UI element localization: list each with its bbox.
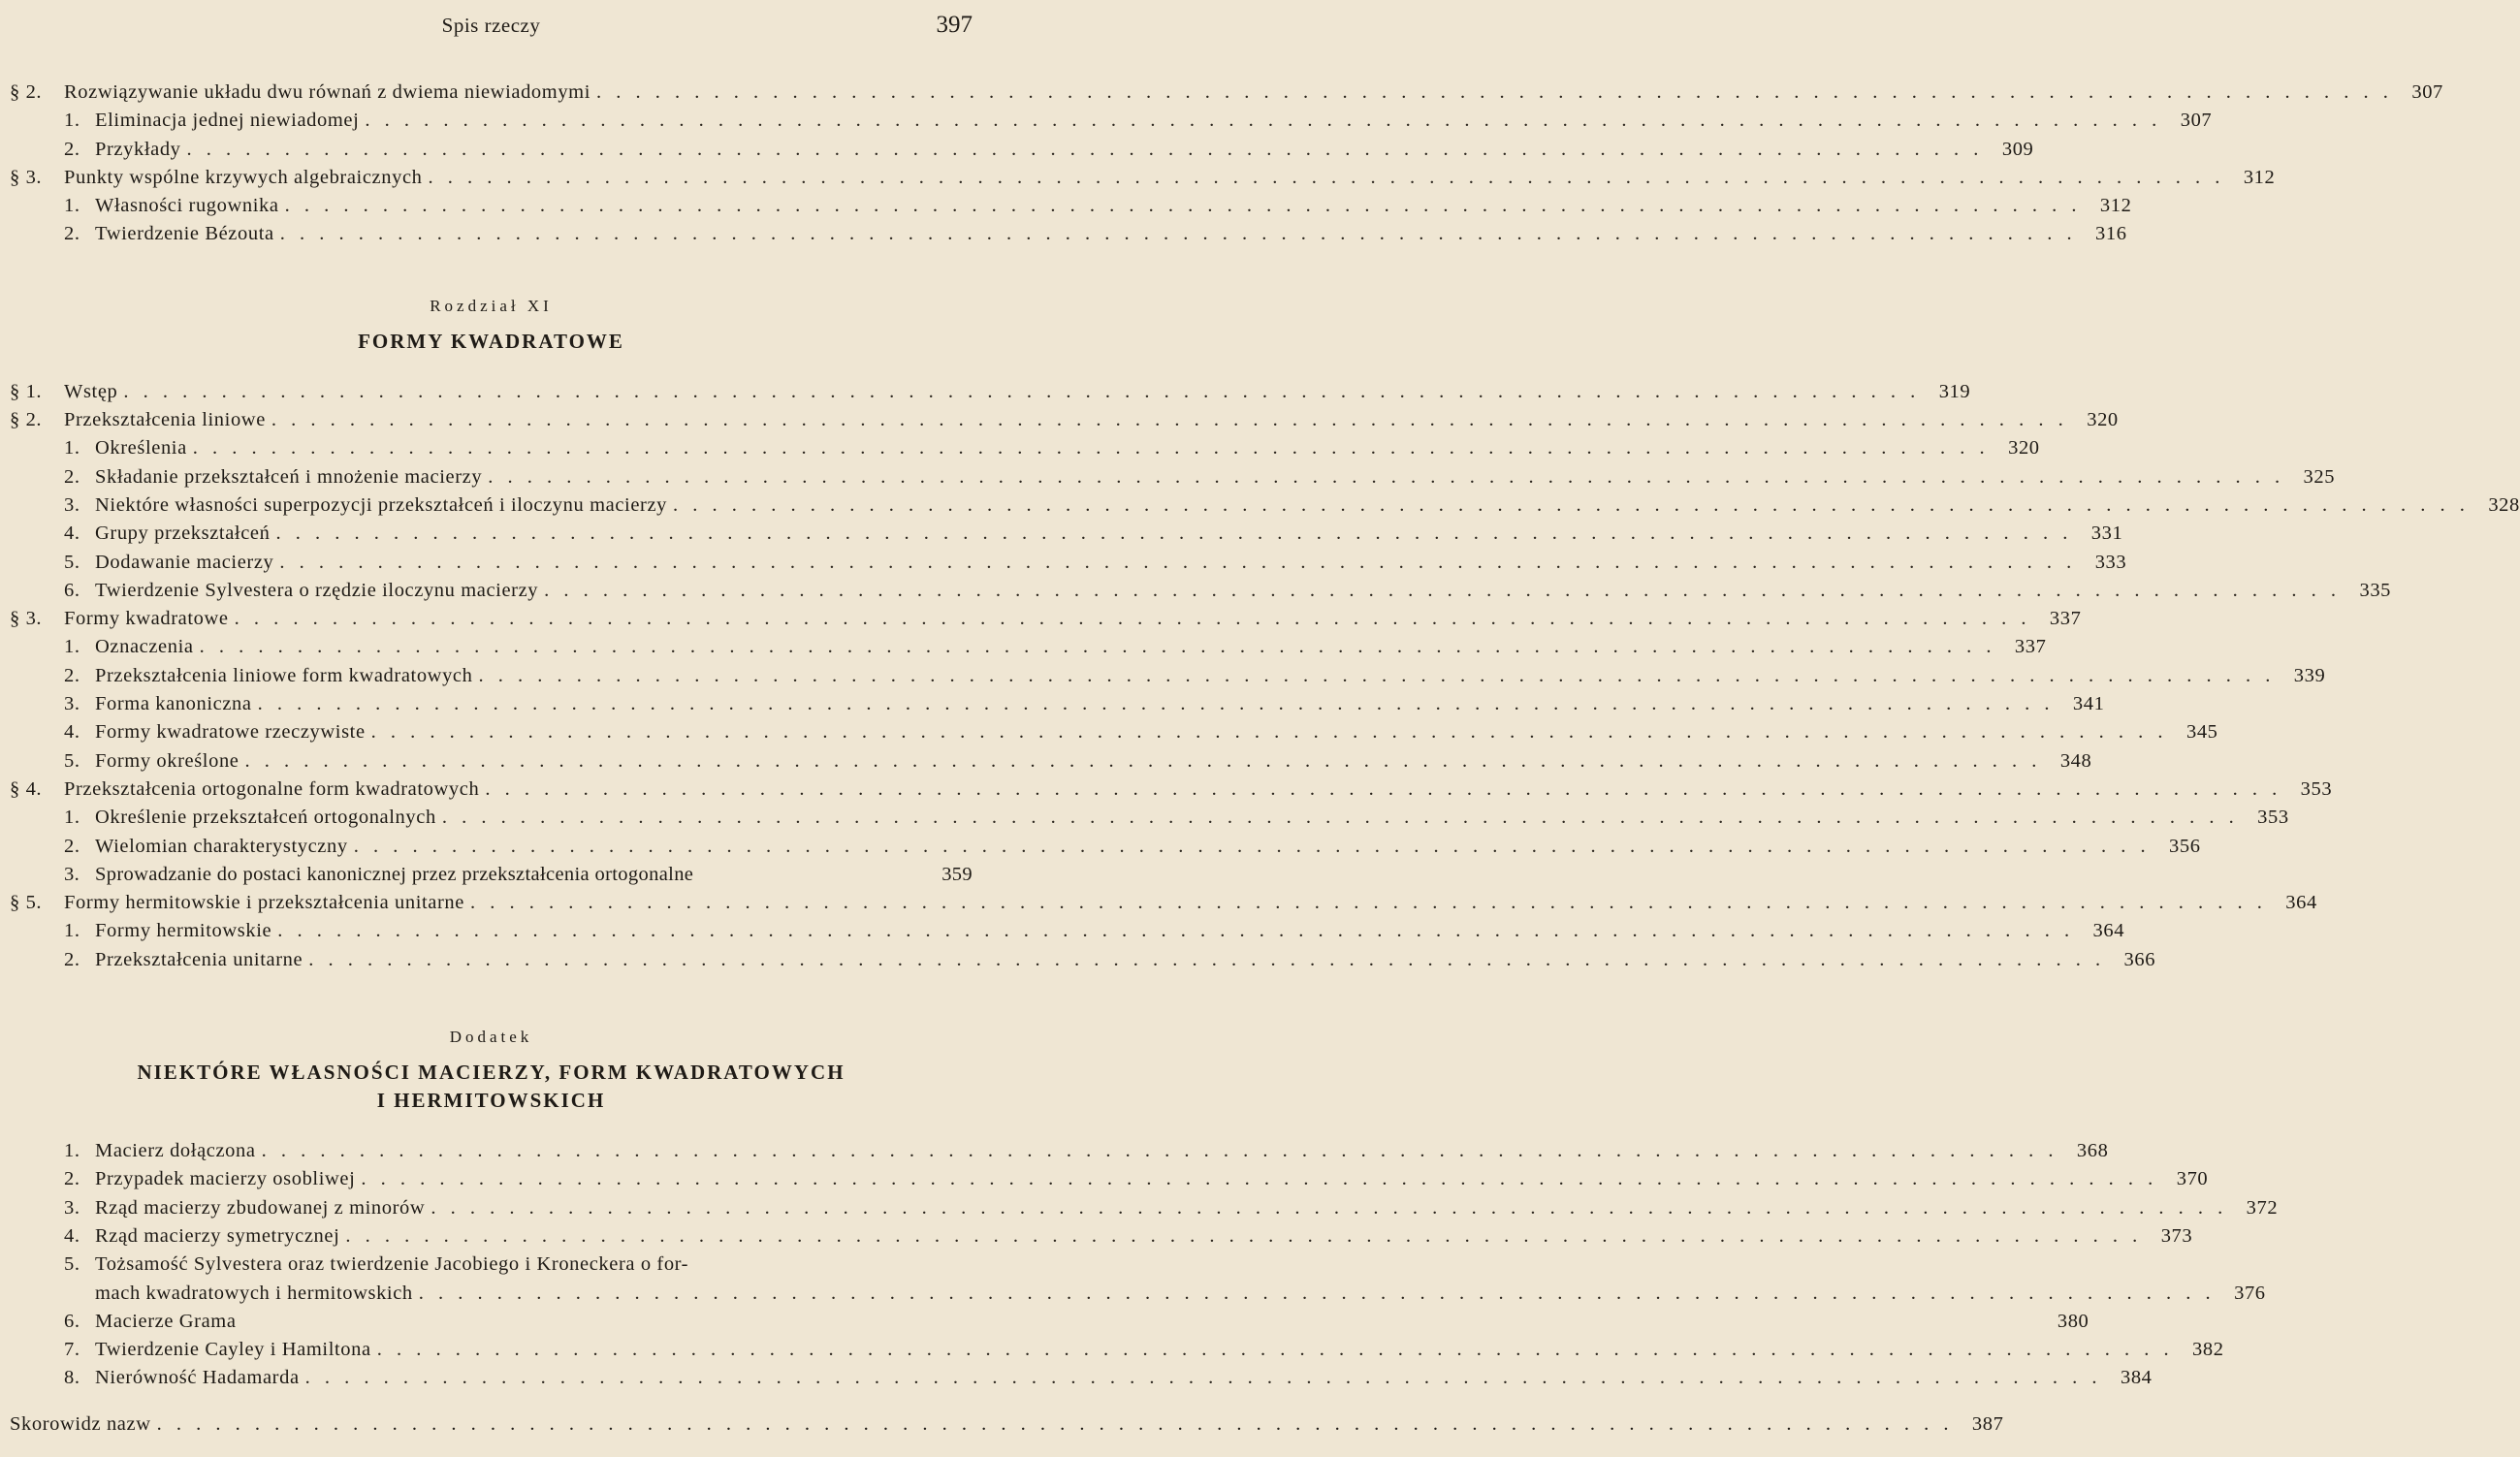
toc-entry: 2. Składanie przekształceń i mnożenie macierzy . . . 325	[10, 466, 973, 494]
toc-section-part1	[10, 81, 2443, 252]
running-title: Spis rzeczy	[441, 14, 541, 37]
toc-entry: 2. Przekształcenia liniowe form kwadratowych . . . 339	[10, 665, 973, 693]
toc-entry: 1. Eliminacja jednej niewiadomej . . . 307	[10, 110, 973, 138]
toc-entry: § 3. Formy kwadratowe . . . 337	[10, 608, 973, 636]
toc-entry: 8. Nierówność Hadamarda . . . 384	[10, 1367, 973, 1395]
toc-entry: 6. Macierze Grama 380	[64, 1310, 2089, 1332]
page-number: 397	[936, 12, 973, 38]
toc-section-chapter11	[10, 380, 2520, 977]
toc-entry: 4. Grupy przekształceń . . . 331	[10, 523, 973, 551]
toc-entry: 1. Określenia . . . 320	[10, 437, 973, 465]
appendix-label: Dodatek	[449, 1028, 533, 1047]
toc-entry: 7. Twierdzenie Cayley i Hamiltona . . . 382	[10, 1339, 973, 1367]
chapter-label: Rozdział XI	[430, 296, 553, 315]
toc-entry: 3. Sprowadzanie do postaci kanonicznej przez przekształcenia ortogonalne 359	[64, 863, 973, 885]
toc-entry: 2. Wielomian charakterystyczny . . . 356	[10, 836, 973, 864]
toc-entry-first-line: 5. Tożsamość Sylvestera oraz twierdzenie Jacobiego i Kroneckera o for-	[64, 1253, 689, 1276]
toc-entry: 2. Twierdzenie Bézouta . . . 316	[10, 223, 973, 251]
running-header	[10, 0, 973, 54]
toc-entry: 3. Rząd macierzy zbudowanej z minorów . . . 372	[10, 1197, 973, 1225]
appendix-title-line2: I HERMITOWSKICH	[376, 1089, 606, 1113]
appendix-title-line1: NIEKTÓRE WŁASNOŚCI MACIERZY, FORM KWADRATOWYCH	[137, 1061, 845, 1085]
toc-entry: 3. Forma kanoniczna . . . 341	[10, 693, 973, 721]
toc-entry: § 1. Wstęp . . . 319	[10, 381, 973, 409]
toc-entry: 2. Przekształcenia unitarne . . . 366	[10, 949, 973, 977]
toc-entry-continuation: mach kwadratowych i hermitowskich . . . 376	[10, 1283, 973, 1311]
toc-entry: § 3. Punkty wspólne krzywych algebraicznych . . . 312	[10, 167, 973, 195]
toc-entry: 1. Własności rugownika . . . 312	[10, 195, 973, 223]
toc-entry: 5. Dodawanie macierzy . . . 333	[10, 552, 973, 580]
toc-section-appendix	[10, 1140, 2279, 1396]
index-entry: Skorowidz nazw . . . 387	[10, 1413, 973, 1442]
toc-entry: 4. Rząd macierzy symetrycznej . . . 373	[10, 1225, 973, 1253]
toc-entry: 2. Przykłady . . . 309	[10, 139, 973, 167]
toc-entry: 1. Określenie przekształceń ortogonalnych . . . 353	[10, 807, 973, 835]
toc-entry: § 2. Rozwiązywanie układu dwu równań z dwiema niewiadomymi . . . 307	[10, 81, 973, 110]
toc-entry: 1. Formy hermitowskie . . . 364	[10, 920, 973, 948]
toc-entry: § 5. Formy hermitowskie i przekształcenia unitarne . . . 364	[10, 892, 973, 920]
toc-entry: 1. Macierz dołączona . . . 368	[10, 1140, 973, 1168]
toc-entry: 1. Oznaczenia . . . 337	[10, 636, 973, 664]
toc-entry: 2. Przypadek macierzy osobliwej . . . 370	[10, 1168, 973, 1196]
toc-entry: § 2. Przekształcenia liniowe . . . 320	[10, 409, 973, 437]
toc-entry: 3. Niektóre własności superpozycji przekształceń i iloczynu macierzy . . . 328	[10, 494, 973, 523]
toc-entry: § 4. Przekształcenia ortogonalne form kwadratowych . . . 353	[10, 778, 973, 807]
toc-entry: 4. Formy kwadratowe rzeczywiste . . . 345	[10, 721, 973, 749]
chapter-title: FORMY KWADRATOWE	[358, 329, 624, 353]
toc-entry: 6. Twierdzenie Sylvestera o rzędzie iloczynu macierzy . . . 335	[10, 580, 973, 608]
toc-entry: 5. Formy określone . . . 348	[10, 750, 973, 778]
